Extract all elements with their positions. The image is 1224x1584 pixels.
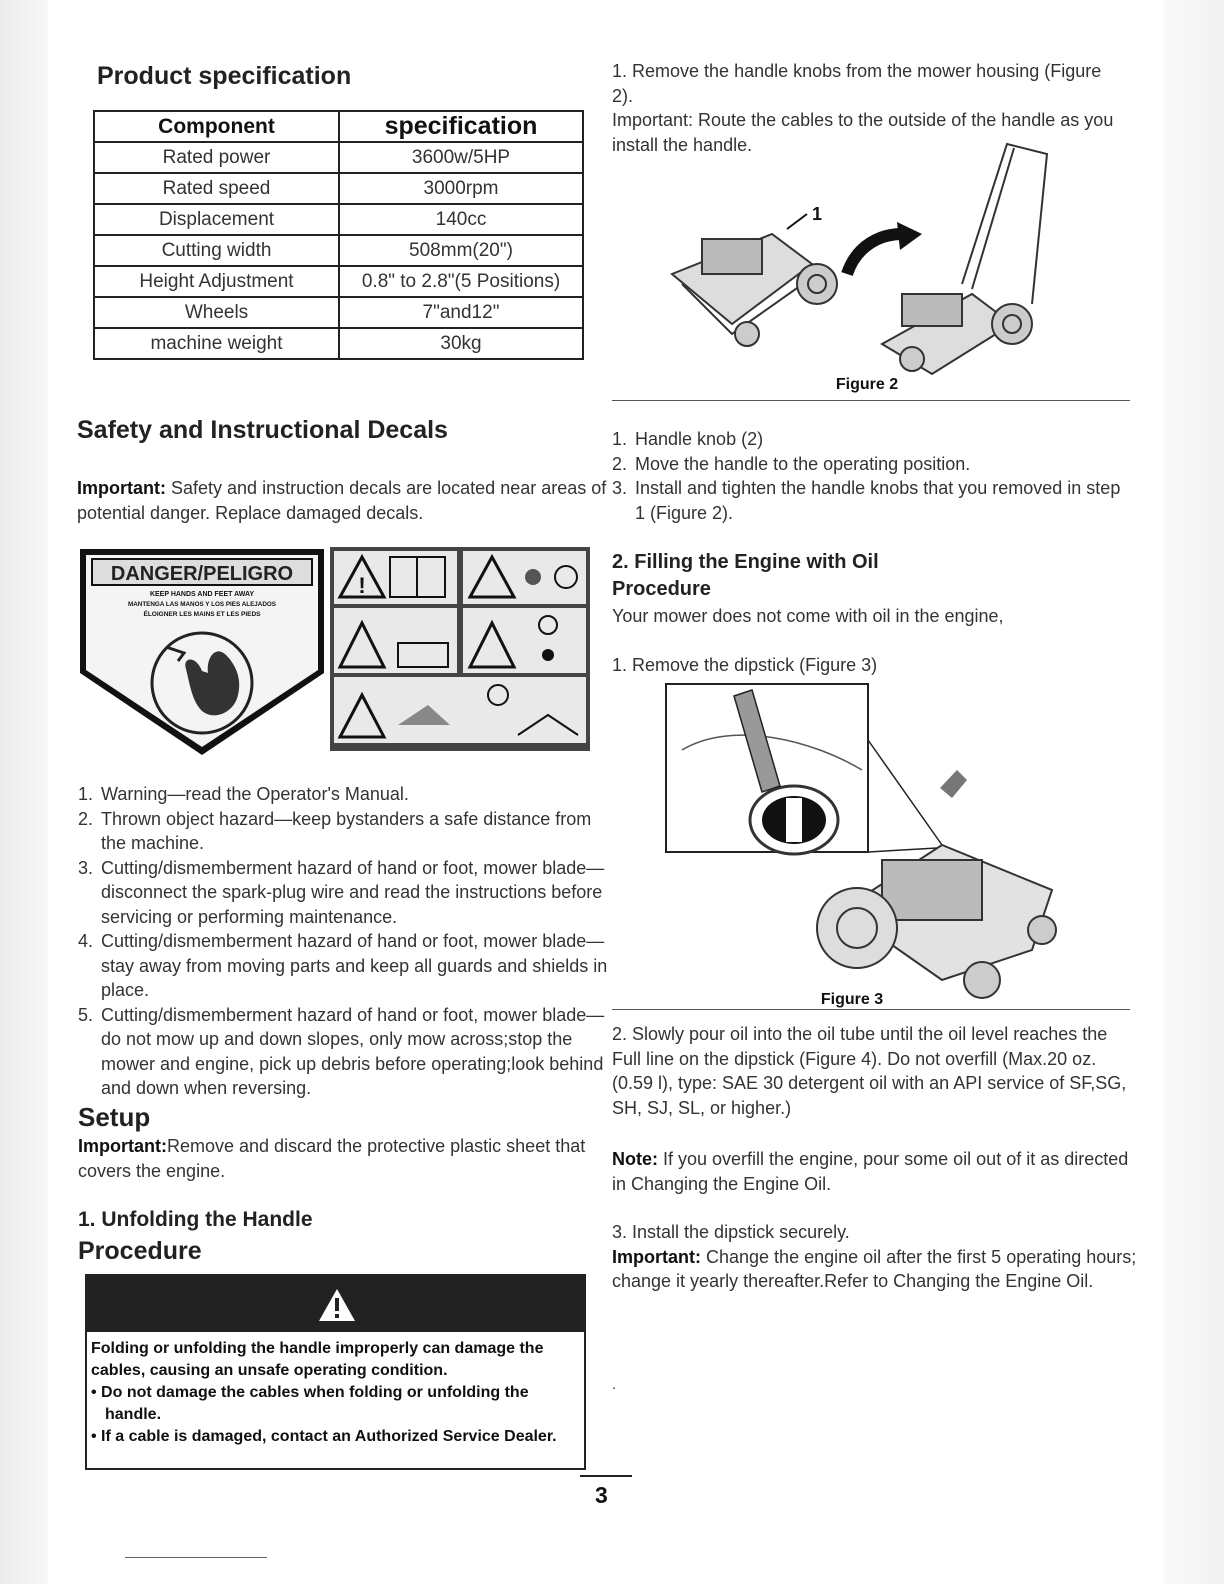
setup-important: Important:Remove and discard the protective plastic sheet that covers the engine. [78,1136,586,1181]
spec-header-specification: specification [339,111,583,142]
spec-header-component: Component [94,111,339,142]
stray-mark: . [612,1376,616,1392]
spec-cell: machine weight [94,328,339,359]
caution-bullet: • Do not damage the cables when folding or unfolding the handle. [91,1384,529,1423]
handle-steps [612,427,1132,525]
install-dipstick-step: 3. Install the dipstick securely. Important: Change the engine oil after the first 5 operating hours; change it yearly thereafter.Refer to Changing the Engine Oil. [612,1222,1137,1291]
spec-cell: 3600w/5HP [339,142,583,173]
pour-oil-step: 2. Slowly pour oil into the oil tube until the oil level reaches the Full line on the dipstick (Figure 4). Do not overfill (Max.20 oz. (0.59 l), type: SAE 30 detergent oil with an API service of SF,SG, SH, SJ, SL, or higher.) [612,1024,1127,1118]
spec-cell: Wheels [94,297,339,328]
list-item: 1. Handle knob (2) [612,429,764,449]
fill-oil-title: 2. Filling the Engine with Oil [612,551,879,573]
table-row [94,328,583,359]
bystander-icon [525,569,541,585]
remove-dipstick-step: 1. Remove the dipstick (Figure 3) [612,655,878,675]
danger-title: DANGER/PELIGRO [110,563,294,585]
caution-bullet: • If a cable is damaged, contact an Authorized Service Dealer. [91,1428,557,1445]
table-row [94,142,583,173]
safety-important [77,476,607,525]
spec-cell: 508mm(20") [339,235,583,266]
spec-cell: 3000rpm [339,173,583,204]
decal-legend-list [78,782,618,1101]
safety-decal-figure [78,545,594,757]
divider [612,1009,1130,1010]
caution-box [85,1274,586,1470]
warning-triangle-icon [317,1287,357,1323]
page-shadow-right [1164,0,1224,1584]
unfold-title: 1. Unfolding the Handle [78,1208,313,1231]
list-item: 2. Move the handle to the operating position. [612,453,971,474]
spec-cell: Height Adjustment [94,266,339,297]
spec-cell: 7"and12" [339,297,583,328]
spec-cell: Rated power [94,142,339,173]
important-text: Safety and instruction decals are located near areas of potential danger. Replace damaged decals. [77,478,607,523]
spec-cell: 30kg [339,328,583,359]
figure-2-illustration [612,134,1132,396]
spec-table [93,110,584,360]
svg-text:!: ! [358,573,366,598]
safety-title: Safety and Instructional Decals [77,416,448,444]
pictogram-decal [330,547,590,751]
page-number-rule [580,1475,632,1477]
mower-unfolded [882,144,1047,374]
list-item: 5. Cutting/dismemberment hazard of hand or foot, mower blade—do not mow up and down slopes, only mow across;stop the mower and engine, pick up debris before operating;look behind and down when reversing. [78,1004,605,1098]
danger-line-1: KEEP HANDS AND FEET AWAY [149,591,255,598]
important-label: Important: [77,478,166,498]
list-item: 4. Cutting/dismemberment hazard of hand or foot, mower blade—stay away from moving parts and keep all guards and shields in place. [78,931,608,1000]
setup-title: Setup [78,1102,151,1132]
table-row [94,235,583,266]
caution-bar [87,1276,584,1332]
danger-line-2: MANTENGA LAS MANOS Y LOS PIES ALEJADOS [128,601,276,608]
spec-cell: 0.8" to 2.8"(5 Positions) [339,266,583,297]
figure-3-illustration [612,680,1132,1008]
page-shadow-left [0,0,48,1584]
page-number: 3 [595,1482,608,1508]
mower-engine-view [817,845,1056,998]
oil-note: Your mower does not come with oil in the engine, [612,606,1004,626]
procedure-heading: Procedure [78,1237,202,1265]
overfill-note: Note: If you overfill the engine, pour some oil out of it as directed in Changing the Engine Oil. [612,1149,1129,1194]
list-item: 3. Cutting/dismemberment hazard of hand or foot, mower blade—disconnect the spark-plug wire and read the instructions before servicing or performing maintenance. [78,857,605,927]
remove-knobs-step: 1. Remove the handle knobs from the mower housing (Figure 2). Important: Route the cables to the outside of the handle as you install the handle. [612,59,1117,157]
table-row [94,266,583,297]
table-row [94,173,583,204]
danger-line-3: ÉLOIGNER LES MAINS ET LES PIEDS [143,611,261,618]
spec-cell: Rated speed [94,173,339,204]
fig3-caption: Figure 3 [820,991,884,1008]
fig2-caption: Figure 2 [835,376,899,393]
danger-decal [80,549,324,755]
spec-cell: Displacement [94,204,339,235]
procedure-heading: Procedure [612,578,711,600]
table-row [94,297,583,328]
table-row [94,204,583,235]
caution-text: Folding or unfolding the handle improperly can damage the cables, causing an unsafe operating condition. • Do not damage the cables when folding or unfolding the handle. • If a cable is damaged, contact an Authorized Service Dealer. [87,1332,584,1448]
arrow-icon [847,234,902,274]
dipstick-hand-icon [940,770,967,798]
list-item: 3. Install and tighten the handle knobs that you removed in step 1 (Figure 2). [612,478,1121,523]
list-item: 2. Thrown object hazard—keep bystanders a safe distance from the machine. [78,808,592,853]
footer-rule [125,1557,267,1558]
fig2-callout: 1 [812,204,823,224]
route-cables-note: Important: Route the cables to the outside of the handle as you install the handle. [612,110,1114,155]
spec-cell: 140cc [339,204,583,235]
divider [612,400,1130,401]
list-item: 1. Warning—read the Operator's Manual. [78,784,409,804]
mower-folded [672,234,837,346]
spec-cell: Cutting width [94,235,339,266]
spec-title: Product specification [97,62,352,90]
